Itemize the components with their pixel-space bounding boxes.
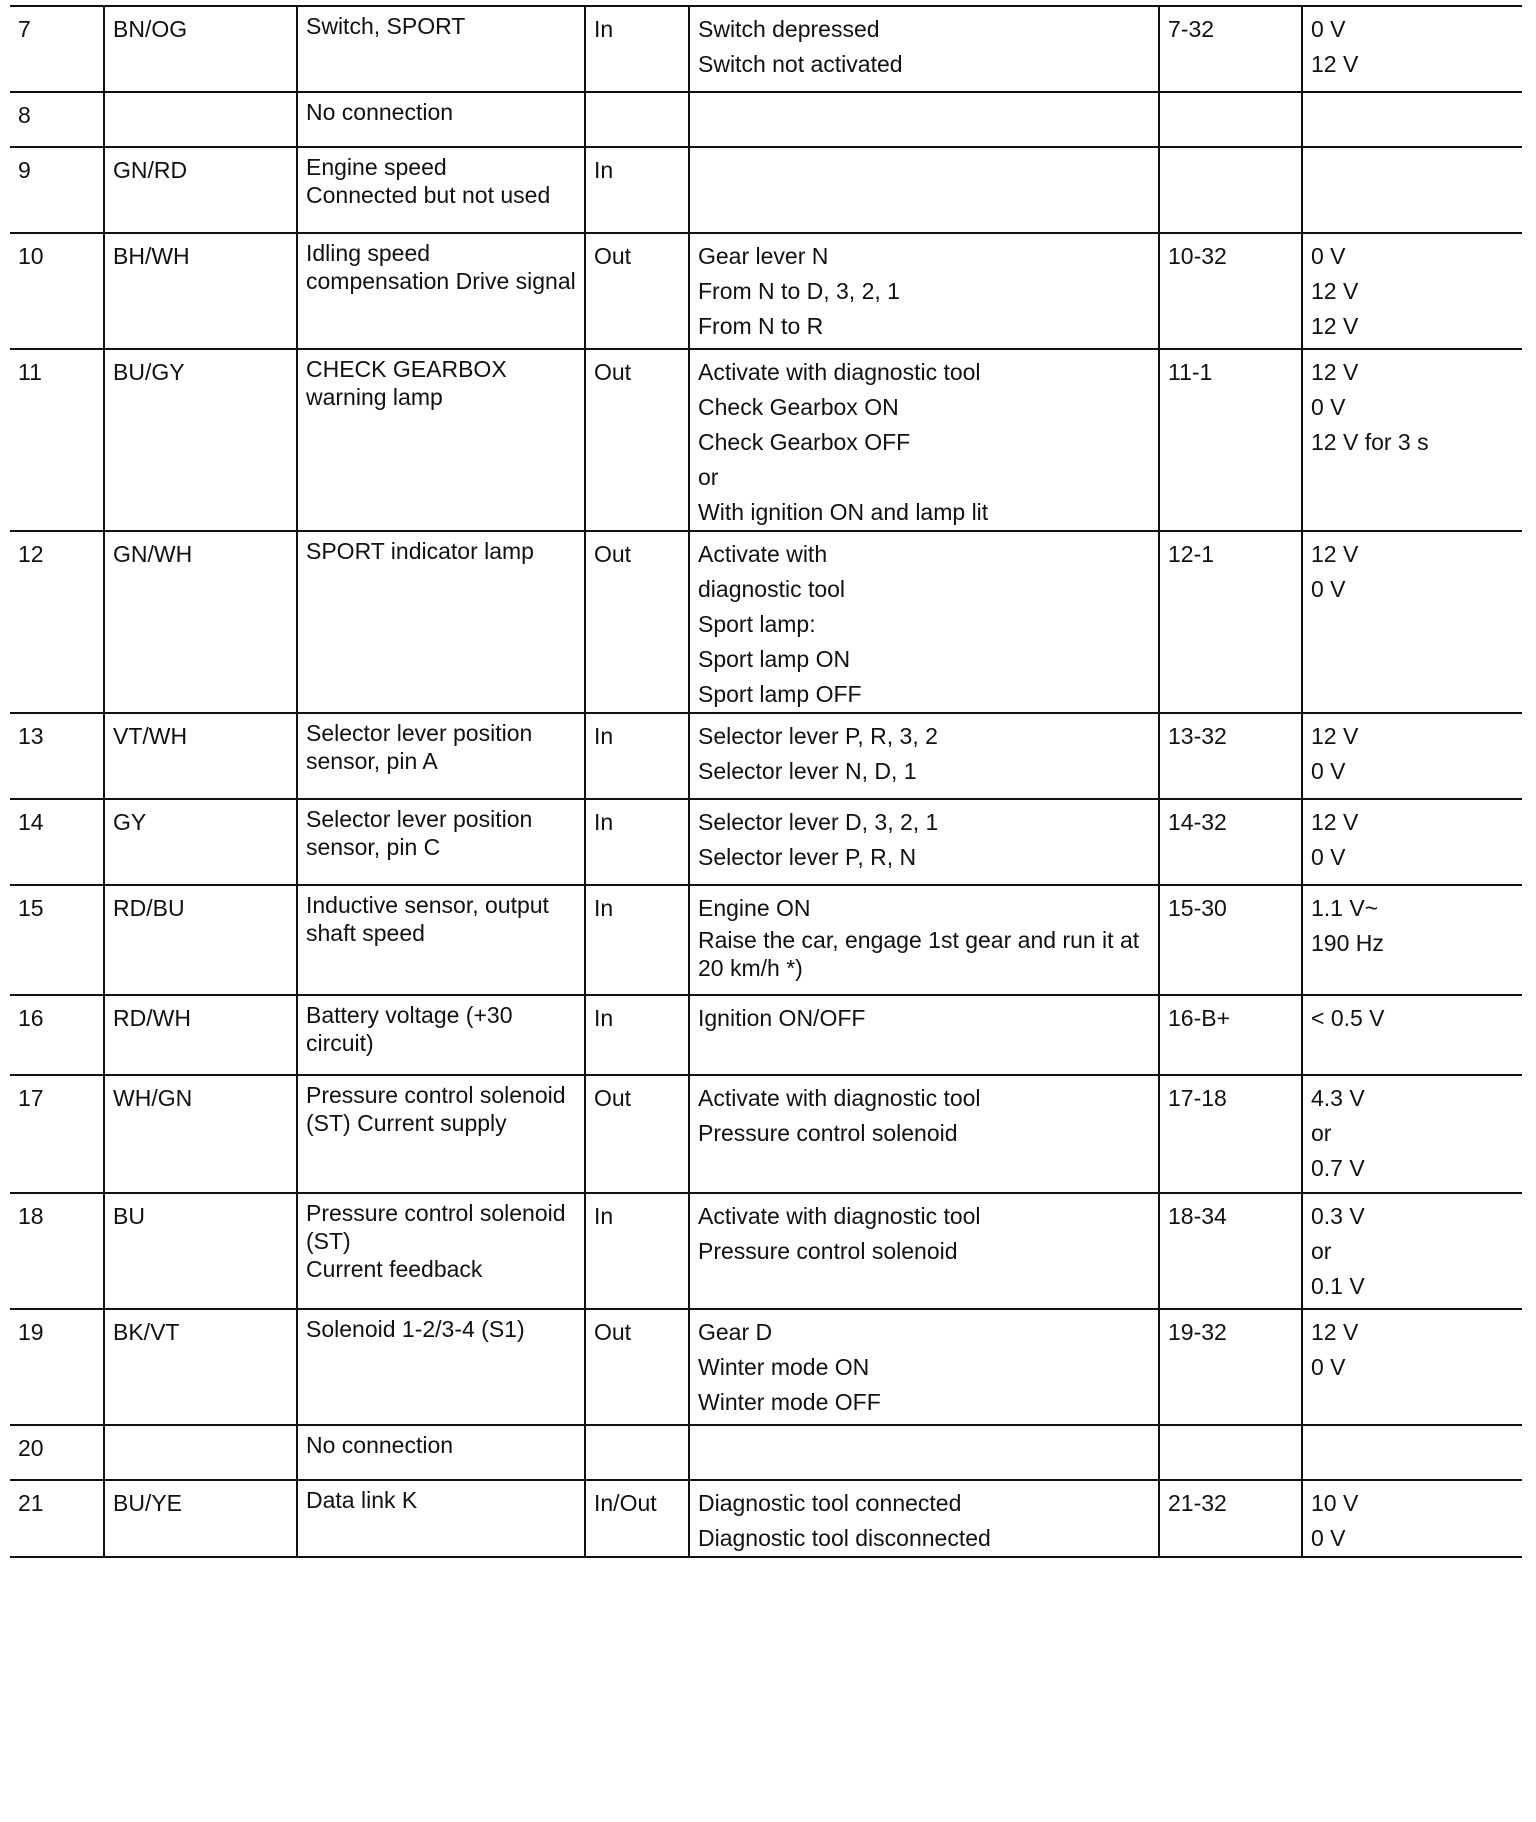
pin-function-line: Current feedback xyxy=(306,1256,483,1282)
pin-function xyxy=(297,92,585,147)
pin-function-line: Selector lever position sensor, pin A xyxy=(306,720,533,774)
expected-value-line: 0 V xyxy=(1311,1525,1346,1551)
test-condition-line: Activate with diagnostic tool xyxy=(698,1085,981,1111)
measure-points: 21-32 xyxy=(1159,1480,1302,1557)
expected-value-line: or xyxy=(1311,1238,1332,1264)
pin-function-line: Solenoid 1-2/3-4 (S1) xyxy=(306,1316,525,1342)
expected-value-line: 4.3 V xyxy=(1311,1085,1365,1111)
pin-number: 9 xyxy=(10,147,104,233)
expected-value xyxy=(1302,1309,1522,1425)
signal-direction: In/Out xyxy=(585,1480,689,1557)
table-row xyxy=(10,799,1522,885)
expected-value-line: 0 V xyxy=(1311,1354,1346,1380)
test-condition xyxy=(689,1425,1159,1480)
table-row xyxy=(10,885,1522,995)
expected-value-line: 0 V xyxy=(1311,394,1346,420)
test-condition-line: Gear D xyxy=(698,1319,773,1345)
table-row xyxy=(10,531,1522,713)
wire-color: GN/RD xyxy=(104,147,297,233)
pin-function xyxy=(297,713,585,799)
test-condition-line: Sport lamp: xyxy=(698,611,816,637)
pin-number: 20 xyxy=(10,1425,104,1480)
test-condition-line: Switch not activated xyxy=(698,51,903,77)
expected-value-line: 0.7 V xyxy=(1311,1155,1365,1181)
signal-direction: Out xyxy=(585,1075,689,1193)
pin-function xyxy=(297,147,585,233)
table-row xyxy=(10,995,1522,1075)
expected-value xyxy=(1302,885,1522,995)
measure-points: 13-32 xyxy=(1159,713,1302,799)
table-row xyxy=(10,233,1522,349)
wire-color: BU/GY xyxy=(104,349,297,531)
expected-value-line: < 0.5 V xyxy=(1311,1005,1385,1031)
test-condition-line: Selector lever D, 3, 2, 1 xyxy=(698,809,939,835)
pin-function-line: Data link K xyxy=(306,1487,418,1513)
test-condition-line: From N to R xyxy=(698,313,824,339)
pin-number: 11 xyxy=(10,349,104,531)
pin-number: 10 xyxy=(10,233,104,349)
signal-direction: In xyxy=(585,147,689,233)
measure-points: 15-30 xyxy=(1159,885,1302,995)
test-condition-line: Pressure control solenoid xyxy=(698,1238,958,1264)
expected-value xyxy=(1302,6,1522,92)
test-condition-line: Selector lever P, R, N xyxy=(698,844,917,870)
expected-value xyxy=(1302,233,1522,349)
expected-value-line: 190 Hz xyxy=(1311,930,1384,956)
signal-direction: In xyxy=(585,1193,689,1309)
pin-function-line: No connection xyxy=(306,1432,454,1458)
signal-direction: In xyxy=(585,799,689,885)
wire-color: BU xyxy=(104,1193,297,1309)
expected-value-line: 0.1 V xyxy=(1311,1273,1365,1299)
test-condition-line: Selector lever P, R, 3, 2 xyxy=(698,723,938,749)
pin-function-line: Connected but not used xyxy=(306,182,551,208)
measure-points: 14-32 xyxy=(1159,799,1302,885)
test-condition xyxy=(689,713,1159,799)
expected-value-line: 1.1 V~ xyxy=(1311,895,1379,921)
table-row xyxy=(10,1309,1522,1425)
pin-number: 15 xyxy=(10,885,104,995)
test-condition-line: Activate with diagnostic tool xyxy=(698,1203,981,1229)
test-condition-line: Winter mode OFF xyxy=(698,1389,881,1415)
expected-value-line: 0 V xyxy=(1311,758,1346,784)
measure-points xyxy=(1159,92,1302,147)
measure-points xyxy=(1159,1425,1302,1480)
pin-function xyxy=(297,6,585,92)
expected-value xyxy=(1302,1480,1522,1557)
test-condition-line: Selector lever N, D, 1 xyxy=(698,758,917,784)
test-condition-line: Winter mode ON xyxy=(698,1354,870,1380)
test-condition xyxy=(689,6,1159,92)
test-condition-line: From N to D, 3, 2, 1 xyxy=(698,278,900,304)
pin-number: 8 xyxy=(10,92,104,147)
test-condition xyxy=(689,147,1159,233)
test-condition-line: Sport lamp OFF xyxy=(698,681,862,707)
test-condition xyxy=(689,1309,1159,1425)
expected-value-line: 12 V xyxy=(1311,809,1359,835)
pin-function-line: Selector lever position sensor, pin C xyxy=(306,806,533,860)
expected-value xyxy=(1302,1075,1522,1193)
signal-direction: In xyxy=(585,713,689,799)
test-condition-line: or xyxy=(698,464,719,490)
expected-value-line: 12 V xyxy=(1311,723,1359,749)
signal-direction: Out xyxy=(585,1309,689,1425)
test-condition-line: Ignition ON/OFF xyxy=(698,1005,866,1031)
measure-points: 17-18 xyxy=(1159,1075,1302,1193)
table-row xyxy=(10,6,1522,92)
pin-function-line: Idling speed compensation Drive signal xyxy=(306,240,576,294)
table-row xyxy=(10,1425,1522,1480)
wire-color: WH/GN xyxy=(104,1075,297,1193)
test-condition xyxy=(689,233,1159,349)
test-condition xyxy=(689,349,1159,531)
pin-number: 7 xyxy=(10,6,104,92)
test-condition-line: Gear lever N xyxy=(698,243,829,269)
pin-function-line: CHECK GEARBOX warning lamp xyxy=(306,356,507,410)
pin-function-line: Pressure control solenoid (ST) xyxy=(306,1200,566,1254)
expected-value-line: 12 V xyxy=(1311,278,1359,304)
pin-function-line: No connection xyxy=(306,99,454,125)
wire-color: GY xyxy=(104,799,297,885)
table-row xyxy=(10,713,1522,799)
pin-number: 19 xyxy=(10,1309,104,1425)
pin-function xyxy=(297,1425,585,1480)
pin-function-line: SPORT indicator lamp xyxy=(306,538,534,564)
wire-color xyxy=(104,92,297,147)
test-condition xyxy=(689,995,1159,1075)
wire-color: RD/BU xyxy=(104,885,297,995)
test-condition xyxy=(689,1075,1159,1193)
pin-function xyxy=(297,995,585,1075)
wire-color: BK/VT xyxy=(104,1309,297,1425)
test-condition-line: Check Gearbox OFF xyxy=(698,429,911,455)
expected-value xyxy=(1302,147,1522,233)
measure-points: 12-1 xyxy=(1159,531,1302,713)
expected-value-line: 0 V xyxy=(1311,16,1346,42)
expected-value-line: or xyxy=(1311,1120,1332,1146)
pin-number: 16 xyxy=(10,995,104,1075)
measure-points: 11-1 xyxy=(1159,349,1302,531)
signal-direction: Out xyxy=(585,233,689,349)
pin-table-body xyxy=(10,6,1522,1557)
table-row xyxy=(10,147,1522,233)
expected-value-line: 0 V xyxy=(1311,844,1346,870)
measure-points: 19-32 xyxy=(1159,1309,1302,1425)
pin-function-line: Pressure control solenoid (ST) Current supply xyxy=(306,1082,566,1136)
expected-value xyxy=(1302,349,1522,531)
signal-direction: Out xyxy=(585,531,689,713)
signal-direction: Out xyxy=(585,349,689,531)
table-row xyxy=(10,349,1522,531)
pin-function xyxy=(297,1480,585,1557)
signal-direction: In xyxy=(585,6,689,92)
pin-function xyxy=(297,349,585,531)
test-condition-line: Activate with xyxy=(698,541,828,567)
test-condition-line: Pressure control solenoid xyxy=(698,1120,958,1146)
pin-number: 14 xyxy=(10,799,104,885)
test-condition xyxy=(689,799,1159,885)
expected-value-line: 0 V xyxy=(1311,576,1346,602)
pin-function-line: Inductive sensor, output shaft speed xyxy=(306,892,549,946)
wire-color: BH/WH xyxy=(104,233,297,349)
wire-color: BU/YE xyxy=(104,1480,297,1557)
pin-number: 21 xyxy=(10,1480,104,1557)
expected-value xyxy=(1302,1193,1522,1309)
expected-value xyxy=(1302,1425,1522,1480)
test-condition xyxy=(689,1193,1159,1309)
test-condition xyxy=(689,92,1159,147)
expected-value-line: 12 V for 3 s xyxy=(1311,429,1429,455)
table-row xyxy=(10,92,1522,147)
signal-direction xyxy=(585,92,689,147)
pin-function xyxy=(297,1193,585,1309)
pin-function-line: Switch, SPORT xyxy=(306,13,466,39)
expected-value-line: 0.3 V xyxy=(1311,1203,1365,1229)
test-condition-line: diagnostic tool xyxy=(698,576,846,602)
expected-value-line: 12 V xyxy=(1311,541,1359,567)
test-condition-line: Sport lamp ON xyxy=(698,646,851,672)
test-condition-line: Diagnostic tool disconnected xyxy=(698,1525,991,1551)
table-row xyxy=(10,1193,1522,1309)
pin-number: 18 xyxy=(10,1193,104,1309)
measure-points xyxy=(1159,147,1302,233)
expected-value-line: 12 V xyxy=(1311,1319,1359,1345)
test-condition-line: Raise the car, engage 1st gear and run it at 20 km/h *) xyxy=(698,927,1140,981)
wire-color: BN/OG xyxy=(104,6,297,92)
test-condition-line: Check Gearbox ON xyxy=(698,394,899,420)
test-condition xyxy=(689,1480,1159,1557)
expected-value-line: 12 V xyxy=(1311,51,1359,77)
pin-function xyxy=(297,233,585,349)
expected-value-line: 12 V xyxy=(1311,313,1359,339)
test-condition xyxy=(689,531,1159,713)
pin-number: 17 xyxy=(10,1075,104,1193)
pin-function xyxy=(297,531,585,713)
pin-number: 12 xyxy=(10,531,104,713)
pin-table xyxy=(10,5,1522,1558)
expected-value-line: 12 V xyxy=(1311,359,1359,385)
wire-color: VT/WH xyxy=(104,713,297,799)
signal-direction: In xyxy=(585,995,689,1075)
signal-direction: In xyxy=(585,885,689,995)
pin-function xyxy=(297,1309,585,1425)
measure-points: 18-34 xyxy=(1159,1193,1302,1309)
expected-value xyxy=(1302,995,1522,1075)
wire-color xyxy=(104,1425,297,1480)
pin-table-page xyxy=(10,5,1522,1558)
measure-points: 16-B+ xyxy=(1159,995,1302,1075)
wire-color: RD/WH xyxy=(104,995,297,1075)
test-condition-line: With ignition ON and lamp lit xyxy=(698,499,989,525)
table-row xyxy=(10,1480,1522,1557)
signal-direction xyxy=(585,1425,689,1480)
expected-value xyxy=(1302,92,1522,147)
measure-points: 7-32 xyxy=(1159,6,1302,92)
expected-value-line: 0 V xyxy=(1311,243,1346,269)
test-condition-line: Diagnostic tool connected xyxy=(698,1490,962,1516)
pin-function xyxy=(297,1075,585,1193)
table-row xyxy=(10,1075,1522,1193)
test-condition xyxy=(689,885,1159,995)
test-condition-line: Engine ON xyxy=(698,895,811,921)
pin-function xyxy=(297,885,585,995)
test-condition-line: Switch depressed xyxy=(698,16,880,42)
wire-color: GN/WH xyxy=(104,531,297,713)
measure-points: 10-32 xyxy=(1159,233,1302,349)
pin-number: 13 xyxy=(10,713,104,799)
expected-value xyxy=(1302,713,1522,799)
expected-value xyxy=(1302,531,1522,713)
expected-value-line: 10 V xyxy=(1311,1490,1359,1516)
expected-value xyxy=(1302,799,1522,885)
test-condition-line: Activate with diagnostic tool xyxy=(698,359,981,385)
pin-function-line: Battery voltage (+30 circuit) xyxy=(306,1002,513,1056)
pin-function-line: Engine speed xyxy=(306,154,447,180)
pin-function xyxy=(297,799,585,885)
